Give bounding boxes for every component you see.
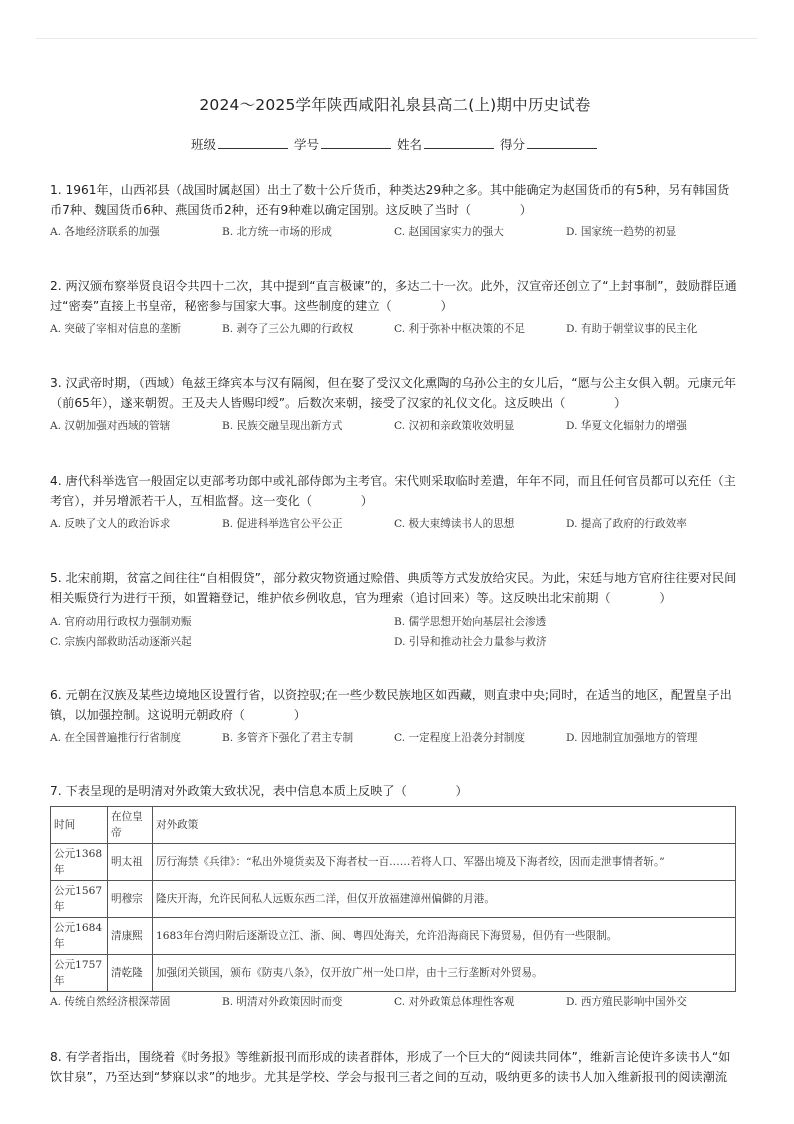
table-cell: 厉行海禁《兵律》：“私出外境货卖及下海者杖一百……若将人口、军器出境及下海者绞，因而走泄事情者斩。” xyxy=(153,844,736,881)
table-cell: 1683年台湾归附后逐渐设立江、浙、闽、粤四处海关，允许沿海商民下海贸易，但仍有一些限制。 xyxy=(153,918,736,955)
option-a[interactable]: A. 突破了宰相对信息的垄断 xyxy=(50,323,181,335)
table-cell: 公元1757年 xyxy=(51,955,108,992)
question-7-stem: 7. 下表呈现的是明清对外政策大致状况，表中信息本质上反映了（ ） xyxy=(50,784,468,798)
table-cell: 明太祖 xyxy=(108,844,153,881)
table-row xyxy=(51,881,736,918)
table-cell: 公元1684年 xyxy=(51,918,108,955)
name-label: 姓名 xyxy=(396,137,422,152)
class-blank[interactable] xyxy=(218,136,288,149)
table-cell: 清康熙 xyxy=(108,918,153,955)
table-header-cell: 在位皇帝 xyxy=(108,807,153,844)
option-a[interactable]: A. 在全国普遍推行行省制度 xyxy=(50,732,181,744)
option-a[interactable]: A. 各地经济联系的加强 xyxy=(50,226,160,238)
question-6-options xyxy=(50,730,740,745)
policy-table xyxy=(50,806,736,992)
question-1-options xyxy=(50,224,740,239)
question-2-options xyxy=(50,321,740,336)
student-id-label: 学号 xyxy=(293,137,319,152)
student-info-line xyxy=(50,135,740,153)
table-cell: 公元1567年 xyxy=(51,881,108,918)
option-d[interactable]: D. 国家统一趋势的初显 xyxy=(566,226,677,238)
question-4-options xyxy=(50,516,740,531)
score-label: 得分 xyxy=(499,137,525,152)
option-d[interactable]: D. 提高了政府的行政效率 xyxy=(566,518,687,530)
question-1-stem: 1. 1961年，山西祁县（战国时属赵国）出土了数十公斤货币，种类达29种之多。其中能确定为赵国货币的有5种，另有韩国货币7种、魏国货币6种、燕国货币2种，还有9种难以确定国别。这反映了当时（ ） xyxy=(50,183,730,217)
option-a[interactable]: A. 汉朝加强对西域的管辖 xyxy=(50,420,171,432)
table-cell: 加强闭关锁国，颁布《防夷八条》，仅开放广州一处口岸，由十三行垄断对外贸易。 xyxy=(153,955,736,992)
option-b[interactable]: B. 儒学思想开始向基层社会渗透 xyxy=(394,616,547,628)
table-header-cell: 对外政策 xyxy=(153,807,736,844)
option-b[interactable]: B. 北方统一市场的形成 xyxy=(222,226,332,238)
option-a[interactable]: A. 官府动用行政权力强制劝赈 xyxy=(50,616,192,628)
question-6-stem: 6. 元朝在汉族及某些边境地区设置行省，以资控驭;在一些少数民族地区如西藏，则直隶中央;同时，在适当的地区，配置皇子出镇，以加强控制。这说明元朝政府（ ） xyxy=(50,688,732,722)
table-header-row xyxy=(51,807,736,844)
option-c[interactable]: C. 宗族内部救助活动逐渐兴起 xyxy=(50,636,192,648)
table-cell: 公元1368年 xyxy=(51,844,108,881)
option-c[interactable]: C. 利于弥补中枢决策的不足 xyxy=(394,323,525,335)
option-a[interactable]: A. 反映了文人的政治诉求 xyxy=(50,518,171,530)
question-5-stem: 5. 北宋前期，贫富之间往往“自相假贷”，部分救灾物资通过赊借、典质等方式发放给灾民。为此，宋廷与地方官府往往要对民间相关赈贷行为进行干预，如置籍登记，维护依乡例收息，官为理索（追讨回来）等。这反映出北宋前期（ ） xyxy=(50,571,737,605)
table-row xyxy=(51,844,736,881)
option-b[interactable]: B. 明清对外政策因时而变 xyxy=(222,996,343,1008)
question-3-stem: 3. 汉武帝时期，（西域）龟兹王绛宾本与汉有隔阂，但在娶了受汉文化熏陶的乌孙公主的女儿后，“愿与公主女俱入朝。元康元年（前65年），遂来朝贺。王及夫人皆赐印绶”。后数次来朝，接受了汉家的礼仪文化。这反映出（ ） xyxy=(50,376,737,410)
option-c[interactable]: C. 汉初和亲政策收效明显 xyxy=(394,420,515,432)
question-8-stem: 8. 有学者指出，围绕着《时务报》等维新报刊而形成的读者群体，形成了一个巨大的“阅读共同体”，维新言论使许多读书人“如饮甘泉”，乃至达到“梦寐以求”的地步。尤其是学校、学会与报刊三者之间的互动，吸纳更多的读书人加入维新报刊的阅读潮流 xyxy=(50,1050,731,1084)
option-b[interactable]: B. 促进科举选官公平公正 xyxy=(222,518,343,530)
option-a[interactable]: A. 传统自然经济根深蒂固 xyxy=(50,996,171,1008)
option-c[interactable]: C. 极大束缚读书人的思想 xyxy=(394,518,515,530)
name-blank[interactable] xyxy=(424,136,494,149)
table-cell: 清乾隆 xyxy=(108,955,153,992)
table-cell: 明穆宗 xyxy=(108,881,153,918)
option-d[interactable]: D. 引导和推动社会力量参与救济 xyxy=(394,636,547,648)
question-5-options xyxy=(50,614,740,649)
question-2-stem: 2. 两汉颁布察举贤良诏令共四十二次，其中提到“直言极谏”的，多达二十一次。此外，汉宣帝还创立了“上封事制”，鼓励群臣通过“密奏”直接上书皇帝，秘密参与国家大事。这些制度的建立（ ） xyxy=(50,279,737,313)
option-b[interactable]: B. 剥夺了三公九卿的行政权 xyxy=(222,323,354,335)
option-c[interactable]: C. 一定程度上沿袭分封制度 xyxy=(394,732,525,744)
option-d[interactable]: D. 西方殖民影响中国外交 xyxy=(566,996,687,1008)
table-row xyxy=(51,918,736,955)
score-blank[interactable] xyxy=(527,136,597,149)
table-row xyxy=(51,955,736,992)
question-3-options xyxy=(50,418,740,433)
option-d[interactable]: D. 华夏文化辐射力的增强 xyxy=(566,420,687,432)
option-c[interactable]: C. 对外政策总体理性客观 xyxy=(394,996,515,1008)
class-label: 班级 xyxy=(190,137,216,152)
table-header-cell: 时间 xyxy=(51,807,108,844)
option-b[interactable]: B. 多管齐下强化了君主专制 xyxy=(222,732,354,744)
question-7-options xyxy=(50,994,740,1009)
header-rule xyxy=(36,38,758,39)
question-4-stem: 4. 唐代科举选官一般固定以吏部考功郎中或礼部侍郎为主考官。宋代则采取临时差遣，年年不同，而且任何官员都可以充任（主考官），并另增派若干人，互相监督。这一变化（ ） xyxy=(50,474,736,508)
option-d[interactable]: D. 因地制宜加强地方的管理 xyxy=(566,732,698,744)
student-id-blank[interactable] xyxy=(321,136,391,149)
table-cell: 隆庆开海，允许民间私人远贩东西二洋，但仅开放福建漳州偏僻的月港。 xyxy=(153,881,736,918)
option-b[interactable]: B. 民族交融呈现出新方式 xyxy=(222,420,343,432)
option-c[interactable]: C. 赵国国家实力的强大 xyxy=(394,226,504,238)
exam-title: 2024～2025学年陕西咸阳礼泉县高二(上)期中历史试卷 xyxy=(199,96,591,114)
option-d[interactable]: D. 有助于朝堂议事的民主化 xyxy=(566,323,698,335)
